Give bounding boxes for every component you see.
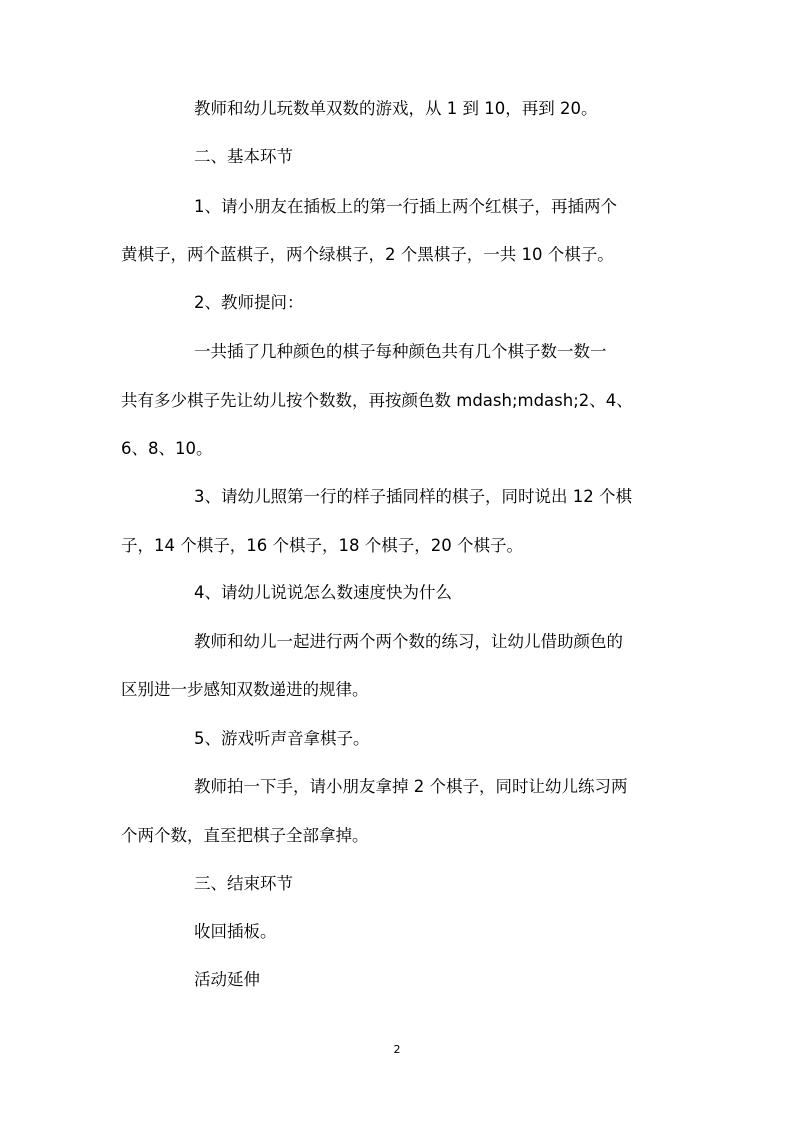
section-heading-basic: 二、基本环节: [194, 147, 293, 166]
step-5-line-2: 个两个数，直至把棋子全部拿掉。: [121, 826, 369, 845]
section-heading-end: 三、结束环节: [194, 874, 293, 893]
step-5-heading: 5、游戏听声音拿棋子。: [194, 729, 370, 748]
paragraph-line-1: 教师和幼儿玩数单双数的游戏，从 1 到 10，再到 20。: [194, 99, 598, 118]
step-4-heading: 4、请幼儿说说怎么数速度快为什么: [194, 583, 452, 602]
step-2-line-1: 一共插了几种颜色的棋子每种颜色共有几个棋子数一数一: [194, 342, 607, 361]
step-2-heading: 2、教师提问：: [194, 293, 304, 312]
step-1-line-1: 1、请小朋友在插板上的第一行插上两个红棋子，再插两个: [194, 197, 617, 216]
step-1-line-2: 黄棋子，两个蓝棋子，两个绿棋子，2 个黑棋子，一共 10 个棋子。: [121, 245, 614, 264]
step-5-line-1: 教师拍一下手，请小朋友拿掉 2 个棋子，同时让幼儿练习两: [194, 777, 628, 796]
step-4-line-2: 区别进一步感知双数递进的规律。: [121, 680, 369, 699]
step-3-line-2: 子，14 个棋子，16 个棋子，18 个棋子，20 个棋子。: [121, 536, 523, 555]
extension-heading: 活动延伸: [194, 970, 260, 989]
step-2-line-2: 共有多少棋子先让幼儿按个数数，再按颜色数 mdash;mdash;2、4、: [121, 391, 633, 410]
end-step-line: 收回插板。: [194, 922, 277, 941]
step-3-line-1: 3、请幼儿照第一行的样子插同样的棋子，同时说出 12 个棋: [194, 487, 632, 506]
step-4-line-1: 教师和幼儿一起进行两个两个数的练习，让幼儿借助颜色的: [194, 632, 623, 651]
step-2-line-3: 6、8、10。: [121, 439, 213, 458]
page-number: 2: [393, 1043, 401, 1056]
